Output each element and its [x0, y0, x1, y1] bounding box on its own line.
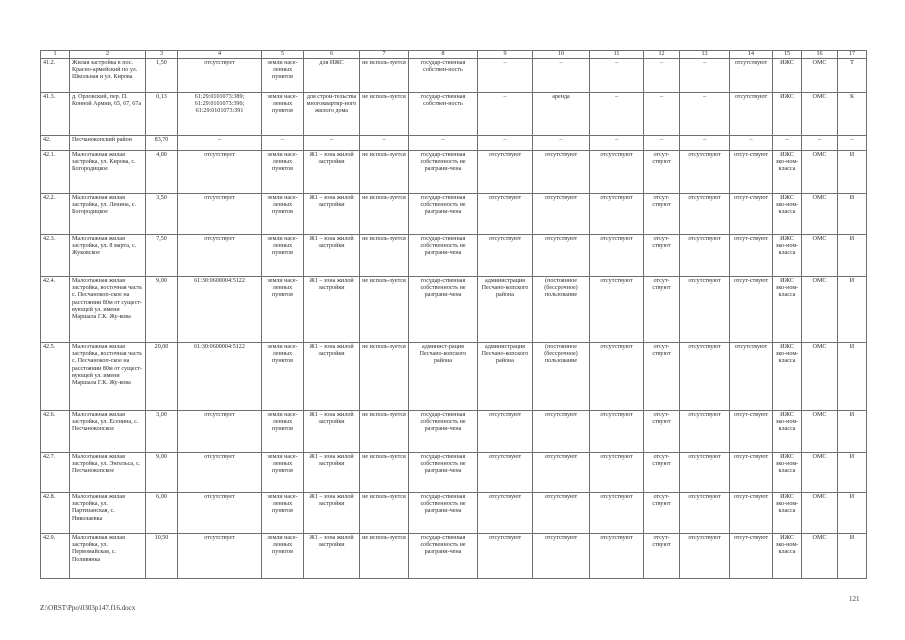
table-cell: Малоэтажная жилая застройка, восточная часть с. Песчанокоп-ское на расстоянии 80м от сущест-вующей ул. имени Маршала Г.К. Жу-кова [70, 277, 146, 343]
table-cell: земли насе-ленных пунктов [262, 59, 304, 93]
table-cell: отсут-ствуют [644, 493, 680, 534]
table-cell: 42.6. [41, 411, 70, 453]
table-cell: земли насе-ленных пунктов [262, 235, 304, 277]
table-cell: 42.2. [41, 194, 70, 235]
column-number-11: 11 [590, 51, 644, 59]
table-cell: отсут-ствуют [730, 493, 773, 534]
table-cell: государ-ственная собственность не разграни-чена [409, 277, 478, 343]
table-cell: 42.1. [41, 151, 70, 194]
table-cell: не исполь-зуется [360, 343, 409, 411]
table-cell: 42.8. [41, 493, 70, 534]
table-cell: – [178, 136, 262, 151]
column-number-4: 4 [178, 51, 262, 59]
table-cell: не исполь-зуется [360, 534, 409, 579]
table-cell: отсутствует [178, 194, 262, 235]
table-cell: отсутствуют [730, 59, 773, 93]
table-cell: 20,00 [146, 343, 178, 411]
table-cell: отсутствуют [730, 93, 773, 136]
table-cell: отсутствуют [680, 534, 730, 579]
column-number-6: 6 [304, 51, 360, 59]
table-cell: 41.2. [41, 59, 70, 93]
table-cell: (постоянное (бессрочное) пользование [533, 343, 590, 411]
table-cell: не исполь-зуется [360, 453, 409, 493]
column-number-16: 16 [802, 51, 838, 59]
table-cell: ОМС [802, 534, 838, 579]
table-cell: отсут-ствуют [644, 343, 680, 411]
file-path-footer: Z:\ORST\Ppo\0303p147.f16.docx [40, 604, 136, 612]
table-cell: 4,00 [146, 151, 178, 194]
table-cell: – [478, 59, 533, 93]
table-cell: отсутствуют [478, 194, 533, 235]
table-cell: Ж1 – зона жилой застройки [304, 151, 360, 194]
table-cell: – [644, 136, 680, 151]
table-cell: И [838, 235, 867, 277]
table-cell: И [838, 343, 867, 411]
table-cell: государ-ственная собственность не разграни-чена [409, 235, 478, 277]
table-cell: отсутствуют [478, 493, 533, 534]
table-cell: государ-ственная собствен-ность [409, 59, 478, 93]
table-cell: 3,50 [146, 194, 178, 235]
table-cell: 1,50 [146, 59, 178, 93]
table-cell: И [838, 534, 867, 579]
column-number-5: 5 [262, 51, 304, 59]
table-cell: Ж1 – зона жилой застройки [304, 343, 360, 411]
table-row [41, 136, 867, 151]
table-cell: отсутствуют [680, 453, 730, 493]
column-number-7: 7 [360, 51, 409, 59]
table-cell: Малоэтажная жилая застройка, восточная часть с. Песчанокоп-ское на расстоянии 80м от сущест-вующей ул. имени Маршала Г.К. Жу-кова [70, 343, 146, 411]
table-cell: государ-ственная собственность не разграни-чена [409, 493, 478, 534]
table-cell: отсут-ствуют [644, 534, 680, 579]
table-cell: Малоэтажная жилая застройка, ул. Первомайская, с. Поливянка [70, 534, 146, 579]
table-cell: – [478, 93, 533, 136]
table-cell: 0,13 [146, 93, 178, 136]
table-cell: земли насе-ленных пунктов [262, 194, 304, 235]
table-cell: 6,00 [146, 493, 178, 534]
table-cell: Песчанокопский район [70, 136, 146, 151]
table-cell: – [644, 93, 680, 136]
table-cell: Малоэтажная жилая застройка, ул. Есенина, с. Песчанокопское [70, 411, 146, 453]
table-row [41, 411, 867, 453]
table-cell: ОМС [802, 235, 838, 277]
table-cell: 42.7. [41, 453, 70, 493]
table-cell: ОМС [802, 194, 838, 235]
table-cell: отсутствует [178, 59, 262, 93]
table-cell: отсут-ствуют [644, 453, 680, 493]
table-cell: Малоэтажная жилая застройка, ул. Партизанская, с. Николаевка [70, 493, 146, 534]
table-cell: отсутствует [178, 235, 262, 277]
table-cell: Малоэтажная жилая застройка, ул. Ленина, с. Богородицкое [70, 194, 146, 235]
table-cell: отсутствуют [533, 534, 590, 579]
table-cell: отсутствуют [478, 453, 533, 493]
table-cell: – [590, 59, 644, 93]
table-cell: отсутствует [178, 493, 262, 534]
table-cell: отсутствуют [590, 411, 644, 453]
table-cell: администрация Песчано-копского района [478, 277, 533, 343]
table-cell: 41.3. [41, 93, 70, 136]
table-cell: отсутствуют [590, 151, 644, 194]
table-cell: отсутствуют [478, 235, 533, 277]
table-cell: И [838, 151, 867, 194]
table-cell: отсут-ствуют [730, 194, 773, 235]
table-cell: отсут-ствуют [730, 151, 773, 194]
table-cell: ИЖС эко-ном-класса [773, 194, 802, 235]
table-cell: ОМС [802, 93, 838, 136]
column-number-10: 10 [533, 51, 590, 59]
table-cell: И [838, 493, 867, 534]
table-cell: – [533, 136, 590, 151]
table-cell: Ж1 – зона жилой застройки [304, 194, 360, 235]
table-cell: Малоэтажная жилая застройка, ул. Энгельса, с. Песчанокопское [70, 453, 146, 493]
table-cell: Ж1 – зона жилой застройки [304, 453, 360, 493]
table-cell: И [838, 453, 867, 493]
table-cell: отсутствуют [680, 343, 730, 411]
table-cell: государ-ственная собственность не разграни-чена [409, 194, 478, 235]
column-number-14: 14 [730, 51, 773, 59]
table-cell: не исполь-зуется [360, 493, 409, 534]
table-cell: отсутствуют [533, 194, 590, 235]
table-cell: Малоэтажная жилая застройка, ул. 8 марта, с. Жуковское [70, 235, 146, 277]
table-cell: К [838, 93, 867, 136]
table-cell: отсутствуют [533, 453, 590, 493]
table-cell: отсутствуют [478, 411, 533, 453]
table-cell: отсут-ствуют [644, 194, 680, 235]
table-cell: 42.9. [41, 534, 70, 579]
table-cell: – [304, 136, 360, 151]
table-cell: – [590, 136, 644, 151]
header-row [41, 51, 867, 59]
document-table [40, 50, 867, 579]
table-cell: 61:30:0600004:5122 [178, 343, 262, 411]
table-cell: ИЖС эко-ном-класса [773, 343, 802, 411]
table-cell: – [478, 136, 533, 151]
table-cell: ОМС [802, 277, 838, 343]
table-cell: отсут-ствуют [730, 534, 773, 579]
table-cell: отсутствуют [680, 151, 730, 194]
table-row [41, 194, 867, 235]
table-cell: государ-ственная собственность не разграни-чена [409, 453, 478, 493]
table-cell: ОМС [802, 151, 838, 194]
table-cell: – [773, 136, 802, 151]
table-cell: государ-ственная собствен-ность [409, 93, 478, 136]
table-cell: отсутствуют [730, 343, 773, 411]
table-cell: 7,50 [146, 235, 178, 277]
table-cell: отсутствуют [680, 493, 730, 534]
table-cell: 83,70 [146, 136, 178, 151]
table-cell: – [644, 59, 680, 93]
table-cell: ИЖС эко-ном-класса [773, 534, 802, 579]
column-number-8: 8 [409, 51, 478, 59]
table-cell: И [838, 194, 867, 235]
table-cell: ОМС [802, 453, 838, 493]
table-cell: отсутствует [178, 534, 262, 579]
table-cell: ИЖС [773, 93, 802, 136]
table-cell: земли насе-ленных пунктов [262, 493, 304, 534]
table-cell: не исполь-зуется [360, 93, 409, 136]
table-cell: отсутствуют [590, 235, 644, 277]
table-cell: ИЖС [773, 59, 802, 93]
table-cell: отсут-ствуют [730, 235, 773, 277]
page-number: 121 [849, 595, 860, 603]
table-cell: 42. [41, 136, 70, 151]
table-cell: не исполь-зуется [360, 194, 409, 235]
table-cell: земли насе-ленных пунктов [262, 534, 304, 579]
table-row [41, 235, 867, 277]
table-cell: отсутствуют [680, 411, 730, 453]
table-cell: – [680, 93, 730, 136]
table-cell: отсутствуют [590, 194, 644, 235]
table-cell: земли насе-ленных пунктов [262, 343, 304, 411]
table-cell: Ж1 – зона жилой застройки [304, 493, 360, 534]
table-cell: 42.3. [41, 235, 70, 277]
table-cell: Ж1 – зона жилой застройки [304, 411, 360, 453]
table-cell: государ-ственная собственность не разграни-чена [409, 151, 478, 194]
column-number-12: 12 [644, 51, 680, 59]
table-cell: Т [838, 59, 867, 93]
table-cell: Ж1 – зона жилой застройки [304, 534, 360, 579]
table-cell: Малоэтажная жилая застройка, ул. Кирова, с. Богородицкое [70, 151, 146, 194]
table-cell: (постоянное (бессрочное) пользование [533, 277, 590, 343]
table-cell: администрация Песчано-копского района [478, 343, 533, 411]
table-cell: государ-ственная собственность не разграни-чена [409, 411, 478, 453]
table-cell: отсутствуют [680, 277, 730, 343]
table-cell: не исполь-зуется [360, 411, 409, 453]
table-cell: отсутствуют [590, 453, 644, 493]
table-cell: 42.5. [41, 343, 70, 411]
table-cell: ОМС [802, 493, 838, 534]
table-cell: отсутствуют [590, 534, 644, 579]
table-cell: отсутствуют [590, 277, 644, 343]
table-cell: – [802, 136, 838, 151]
table-cell: Ж1 – зона жилой застройки [304, 235, 360, 277]
table-cell: ОМС [802, 411, 838, 453]
table-cell: отсут-ствуют [644, 277, 680, 343]
column-number-2: 2 [70, 51, 146, 59]
table-cell: отсутствуют [590, 343, 644, 411]
table-cell: отсут-ствуют [730, 453, 773, 493]
table-cell: 9,00 [146, 453, 178, 493]
table-cell: отсутствуют [478, 534, 533, 579]
table-cell: отсутствует [178, 151, 262, 194]
table-body [41, 51, 867, 579]
table-row [41, 59, 867, 93]
table-cell: отсутствует [178, 411, 262, 453]
table-cell: земли насе-ленных пунктов [262, 93, 304, 136]
table-cell: – [680, 59, 730, 93]
table-cell: 61:29:0101073:389; 61:29:0101073:390; 61:29:0101073:391 [178, 93, 262, 136]
table-cell: земли насе-ленных пунктов [262, 453, 304, 493]
table-cell: ИЖС эко-ном-класса [773, 151, 802, 194]
table-cell: Ж1 – зона жилой застройки [304, 277, 360, 343]
table-row [41, 453, 867, 493]
table-row [41, 493, 867, 534]
column-number-9: 9 [478, 51, 533, 59]
table-cell: отсут-ствуют [730, 277, 773, 343]
table-cell: И [838, 277, 867, 343]
table-cell: 61:30:0600004:5122 [178, 277, 262, 343]
table-cell: отсутствует [178, 453, 262, 493]
column-number-15: 15 [773, 51, 802, 59]
table-cell: аренда [533, 93, 590, 136]
table-cell: отсут-ствуют [644, 151, 680, 194]
column-number-3: 3 [146, 51, 178, 59]
table-cell: отсутствуют [478, 151, 533, 194]
table-cell: земли насе-ленных пунктов [262, 411, 304, 453]
column-number-13: 13 [680, 51, 730, 59]
table-cell: не исполь-зуется [360, 235, 409, 277]
table-cell: Жилая застройка в пос. Красно-армейский по ул. Школьная и ул. Кирова [70, 59, 146, 93]
table-cell: не исполь-зуется [360, 59, 409, 93]
table-cell: государ-ственная собственность не разграни-чена [409, 534, 478, 579]
table-cell: ИЖС эко-ном-класса [773, 453, 802, 493]
table-row [41, 93, 867, 136]
column-number-17: 17 [838, 51, 867, 59]
table-cell: отсутствуют [533, 411, 590, 453]
table-cell: ИЖС эко-ном-класса [773, 493, 802, 534]
table-cell: ОМС [802, 343, 838, 411]
table-cell: для строи-тельства многоквартир-ного жилого дома [304, 93, 360, 136]
table-cell: – [730, 136, 773, 151]
table-cell: земли насе-ленных пунктов [262, 277, 304, 343]
table-cell: 10,50 [146, 534, 178, 579]
table-cell: отсутствуют [680, 194, 730, 235]
table-cell: не исполь-зуется [360, 151, 409, 194]
table-cell: – [409, 136, 478, 151]
table-cell: для ИЖС [304, 59, 360, 93]
table-row [41, 151, 867, 194]
table-cell: ИЖС эко-ном-класса [773, 277, 802, 343]
table-cell: ОМС [802, 59, 838, 93]
table-cell: отсутствуют [533, 235, 590, 277]
table-cell: 3,00 [146, 411, 178, 453]
table-row [41, 534, 867, 579]
table-cell: – [533, 59, 590, 93]
table-cell: не исполь-зуется [360, 277, 409, 343]
table-cell: – [262, 136, 304, 151]
table-cell: – [590, 93, 644, 136]
table-row [41, 277, 867, 343]
table-cell: отсут-ствуют [644, 411, 680, 453]
table-cell: – [680, 136, 730, 151]
table-cell: отсут-ствуют [644, 235, 680, 277]
column-number-1: 1 [41, 51, 70, 59]
table-cell: 42.4. [41, 277, 70, 343]
table-cell: ИЖС эко-ном-класса [773, 235, 802, 277]
table-cell: – [838, 136, 867, 151]
table-cell: отсутствуют [680, 235, 730, 277]
table-cell: отсут-ствуют [730, 411, 773, 453]
table-cell: д. Орловский, пер. П. Конной Армии, 65, 67, 67а [70, 93, 146, 136]
table-cell: админист-рация Песчано-копского района [409, 343, 478, 411]
table-row [41, 343, 867, 411]
table-cell: И [838, 411, 867, 453]
table-cell: отсутствуют [590, 493, 644, 534]
table-cell: – [360, 136, 409, 151]
table-cell: земли насе-ленных пунктов [262, 151, 304, 194]
table-cell: ИЖС эко-ном-класса [773, 411, 802, 453]
table-cell: 9,00 [146, 277, 178, 343]
table-cell: отсутствуют [533, 151, 590, 194]
table-cell: отсутствуют [533, 493, 590, 534]
